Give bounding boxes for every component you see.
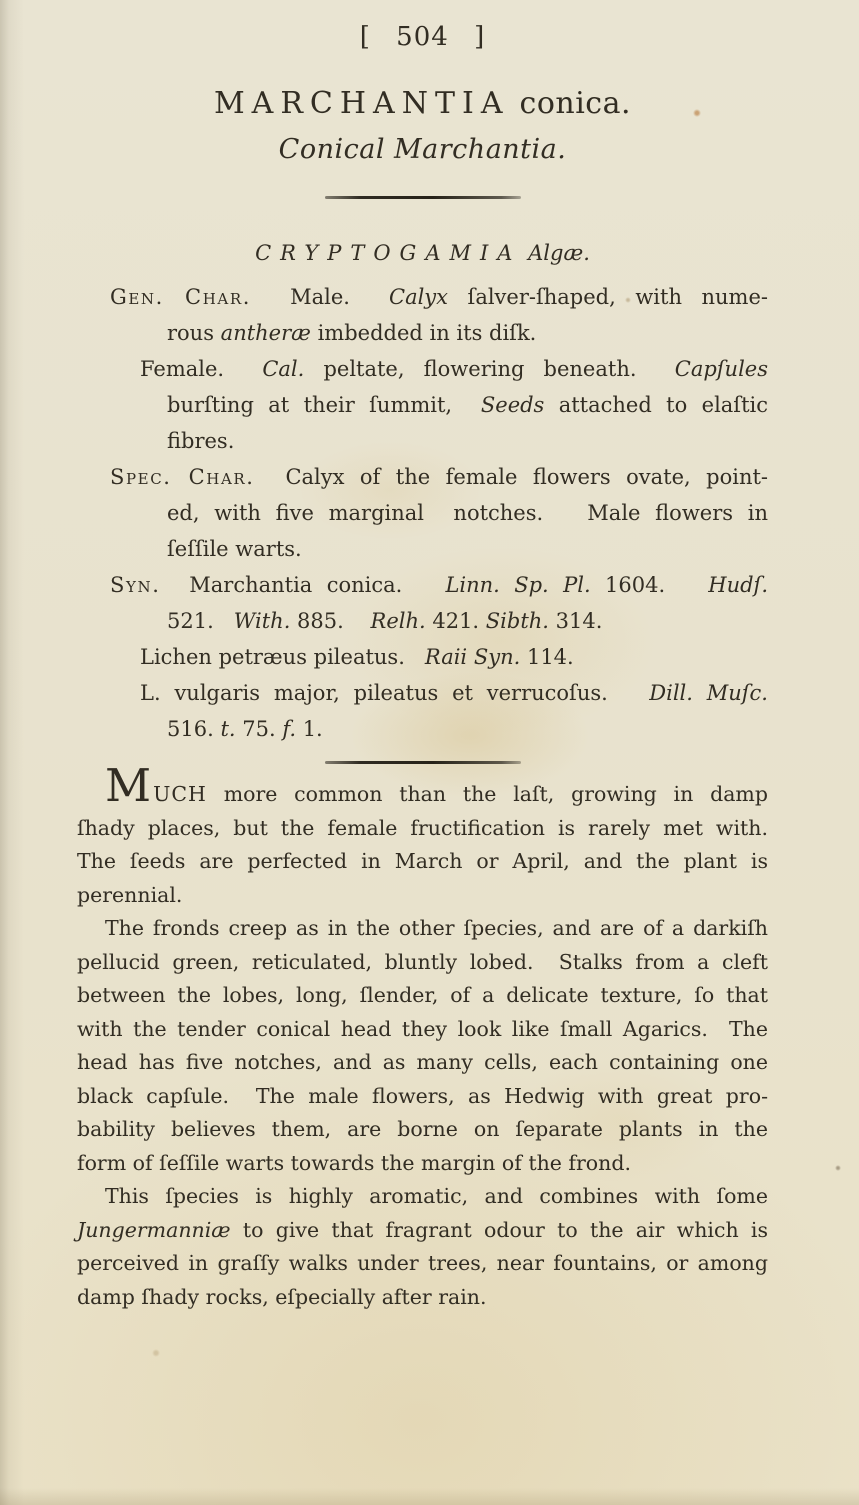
text-segment: head has five notches, and as many cells, each containing one [77, 1050, 768, 1074]
text-segment: pellucid green, reticulated, bluntly lobed. Stalks from a cleft [77, 949, 768, 974]
page-content [77, 0, 768, 1314]
text-line [140, 639, 768, 675]
text-segment: ed, with five marginal notches. Male flowers in [167, 501, 768, 525]
text-segment: damp ſhady rocks, eſpecially after rain. [77, 1284, 487, 1309]
text-line [167, 423, 768, 459]
text-segment: f. [282, 717, 297, 741]
classification-line [77, 239, 768, 267]
common-name: Conical Marchantia. [278, 134, 567, 165]
text-line [77, 979, 768, 1013]
text-segment: perennial. [77, 882, 183, 907]
text-line [77, 1147, 768, 1181]
text-segment: The ſeeds are perfected in March or April, and the plant is [77, 849, 768, 873]
text-line [77, 946, 768, 980]
text-segment: black capſule. The male flowers, as Hedwig with great pro- [77, 1083, 768, 1108]
drop-cap: M [105, 759, 152, 812]
text-line [110, 279, 768, 315]
text-line [167, 531, 768, 567]
text-segment: ſeſſile warts. [167, 537, 302, 561]
text-line [77, 1013, 768, 1047]
text-segment: Cal. [262, 357, 305, 381]
text-segment: Calyx [389, 285, 449, 309]
text-segment: 314. [548, 609, 603, 633]
text-segment: 885. [290, 609, 371, 633]
text-segment: form of ſeſſile warts towards the margin of the frond. [77, 1150, 631, 1175]
text-segment: burſting at their ſummit, [167, 393, 481, 417]
text-segment: Linn. Sp. Pl. [445, 573, 591, 597]
text-line [140, 675, 768, 711]
text-line [77, 812, 768, 846]
text-segment: 421. [425, 609, 486, 633]
text-line [167, 315, 768, 351]
text-line [110, 567, 768, 603]
text-line [167, 495, 768, 531]
divider-rule-bottom [325, 761, 521, 764]
text-segment: Male. [251, 285, 389, 309]
text-segment: The fronds creep as in the other ſpecies, and are of a darkiſh [105, 916, 768, 940]
text-line [110, 459, 768, 495]
text-line [77, 1180, 768, 1214]
text-segment: rous [167, 321, 221, 345]
text-segment: ſalver-ſhaped, with nume- [448, 285, 768, 309]
species-epithet: conica. [509, 86, 632, 121]
text-segment: Syn. [110, 573, 161, 597]
text-segment: between the lobes, long, ſlender, of a delicate texture, ſo that [77, 983, 768, 1007]
text-segment: Sibth. [485, 609, 549, 633]
text-segment: 521. [167, 609, 234, 633]
text-segment: Raii Syn. [424, 645, 521, 669]
text-line [77, 845, 768, 879]
text-segment: more common than the laſt, growing in damp [206, 782, 768, 806]
text-segment: fibres. [167, 429, 235, 453]
text-segment: Capſules [674, 357, 768, 381]
text-segment: imbedded in its diſk. [310, 321, 537, 345]
text-segment: Lichen petræus pileatus. [140, 645, 425, 669]
text-segment: With. [233, 609, 291, 633]
order-name: Algæ. [521, 241, 590, 265]
text-line [140, 351, 768, 387]
text-segment: to give that fragrant odour to the air which is [230, 1217, 768, 1242]
text-line [167, 603, 768, 639]
text-line [77, 1247, 768, 1281]
genus-name: MARCHANTIA [213, 86, 510, 121]
text-segment: Relh. [370, 609, 426, 633]
class-name: CRYPTOGAMIA [255, 241, 522, 265]
text-segment: 75. [235, 717, 283, 741]
text-segment: Calyx of the female flowers ovate, point- [254, 465, 768, 489]
description-block [77, 759, 768, 1314]
text-segment: perceived in graſſy walks under trees, near fountains, or among [77, 1251, 768, 1275]
divider-rule-top [325, 196, 521, 199]
text-line [77, 1281, 768, 1315]
text-line [77, 1046, 768, 1080]
text-segment: t. [220, 717, 236, 741]
text-segment: UCH [153, 782, 207, 806]
text-segment: Seeds [480, 393, 545, 417]
text-line [167, 711, 768, 747]
text-line [167, 387, 768, 423]
synopsis-block [77, 279, 768, 747]
species-title [77, 86, 768, 122]
text-line [77, 759, 768, 812]
text-segment: This ſpecies is highly aromatic, and combines with ſome [105, 1184, 768, 1208]
text-segment: bability believes them, are borne on ſeparate plants in the [77, 1117, 768, 1141]
text-segment: Marchantia conica. [160, 573, 446, 597]
text-segment: Gen. Char. [110, 285, 252, 309]
text-segment: 516. [167, 717, 221, 741]
text-segment: antheræ [220, 321, 311, 345]
text-line [77, 1113, 768, 1147]
text-segment: Dill. Muſc. [649, 681, 768, 705]
page-number: [ 504 ] [359, 22, 486, 52]
text-segment: Jungermanniæ [77, 1217, 231, 1242]
text-segment: 1604. [590, 573, 709, 597]
text-line [77, 879, 768, 913]
text-line [77, 1080, 768, 1114]
text-segment: with the tender conical head they look like ſmall Agarics. The [77, 1016, 768, 1041]
text-segment: 114. [520, 645, 574, 669]
text-line [77, 912, 768, 946]
text-segment: Hudſ. [708, 573, 768, 597]
text-segment: 1. [296, 717, 323, 741]
text-line [77, 1214, 768, 1248]
text-segment: peltate, flowering beneath. [304, 357, 675, 381]
text-segment: attached to elaſtic [544, 393, 768, 417]
text-segment: Spec. Char. [110, 465, 255, 489]
text-segment: L. vulgaris major, pileatus et verrucoſus. [140, 681, 650, 705]
text-segment: ſhady places, but the female fructification is rarely met with. [77, 815, 768, 840]
text-segment: Female. [140, 357, 263, 381]
